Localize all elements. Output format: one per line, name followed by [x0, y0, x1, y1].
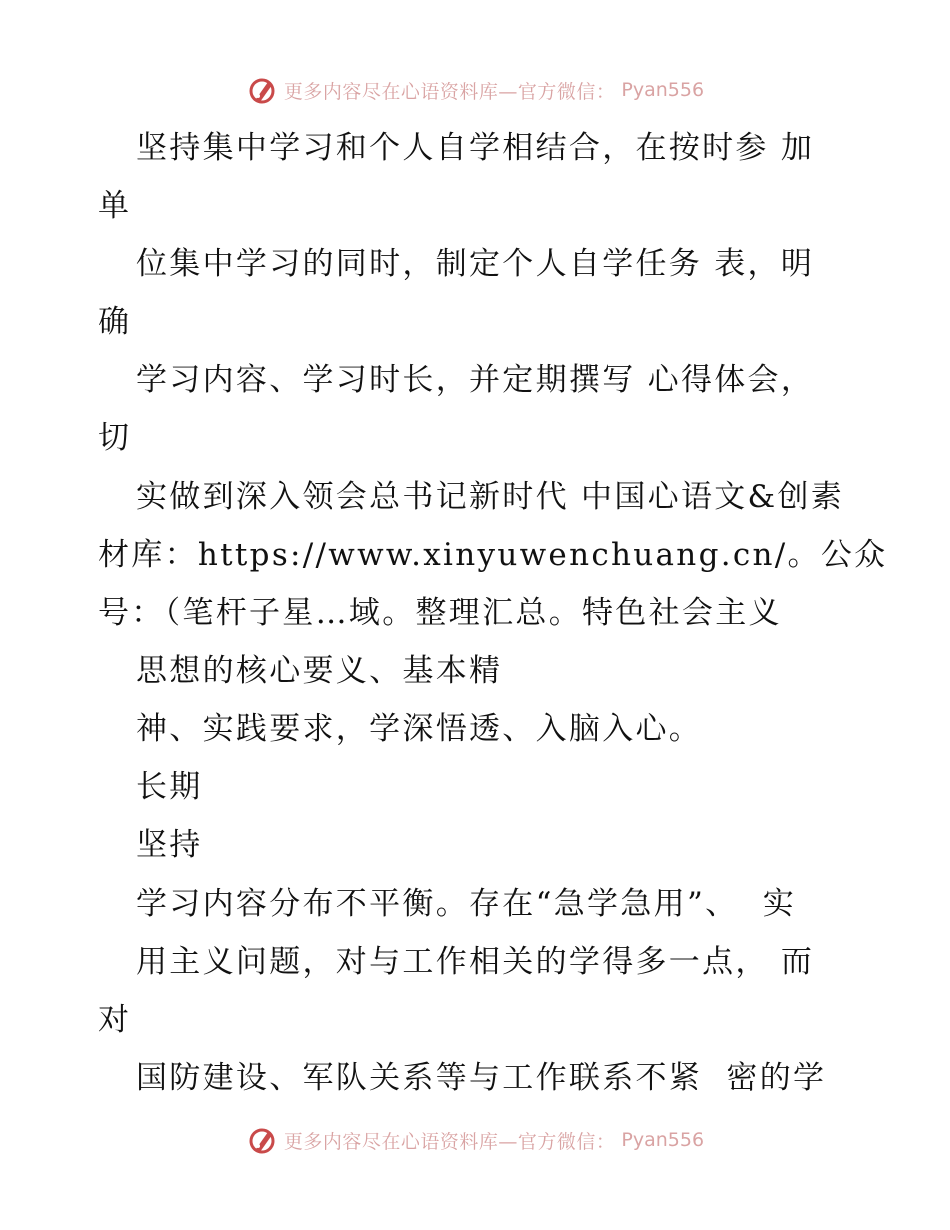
paragraph-line: 单	[98, 188, 132, 224]
paragraph-line: 学习内容分布不平衡。存在“急学急用”、 实	[136, 886, 797, 922]
footer-watermark	[0, 1120, 950, 1160]
watermark-text: 更多内容尽在心语资料库—官方微信：	[283, 1130, 616, 1153]
paragraph-line: 国防建设、军队关系等与工作联系不紧 密的学	[136, 1060, 827, 1096]
paragraph-line: 对	[98, 1002, 132, 1038]
paragraph-line: 坚持集中学习和个人自学相结合，在按时参 加	[136, 130, 815, 166]
paragraph-line: 思想的核心要义、基本精	[136, 653, 503, 689]
paragraph-line: 实做到深入领会总书记新时代 中国心语文&创素	[136, 479, 845, 515]
pen-logo-icon	[246, 74, 278, 106]
watermark-text: 更多内容尽在心语资料库—官方微信：	[283, 80, 616, 103]
paragraph-line: 坚持	[136, 827, 203, 863]
paragraph-line: 学习内容、学习时长，并定期撰写 心得体会，	[136, 362, 815, 398]
paragraph-line: 神、实践要求，学深悟透、入脑入心。	[136, 711, 703, 747]
paragraph-line: 长期	[136, 769, 203, 805]
watermark-wechat-id: Pyan556	[621, 1129, 705, 1151]
paragraph-line: 材库：https://www.xinyuwenchuang.cn/。公众	[98, 537, 888, 573]
watermark-wechat-id: Pyan556	[621, 79, 705, 101]
paragraph-line: 确	[98, 304, 132, 340]
paragraph-line: 号：（笔杆子星…域。整理汇总。特色社会主义	[98, 595, 782, 631]
paragraph-line: 用主义问题，对与工作相关的学得多一点， 而	[136, 944, 815, 980]
pen-logo-icon	[246, 1124, 278, 1156]
header-watermark	[0, 70, 950, 110]
paragraph-line: 位集中学习的同时，制定个人自学任务 表，明	[136, 246, 815, 282]
paragraph-line: 切	[98, 420, 132, 456]
